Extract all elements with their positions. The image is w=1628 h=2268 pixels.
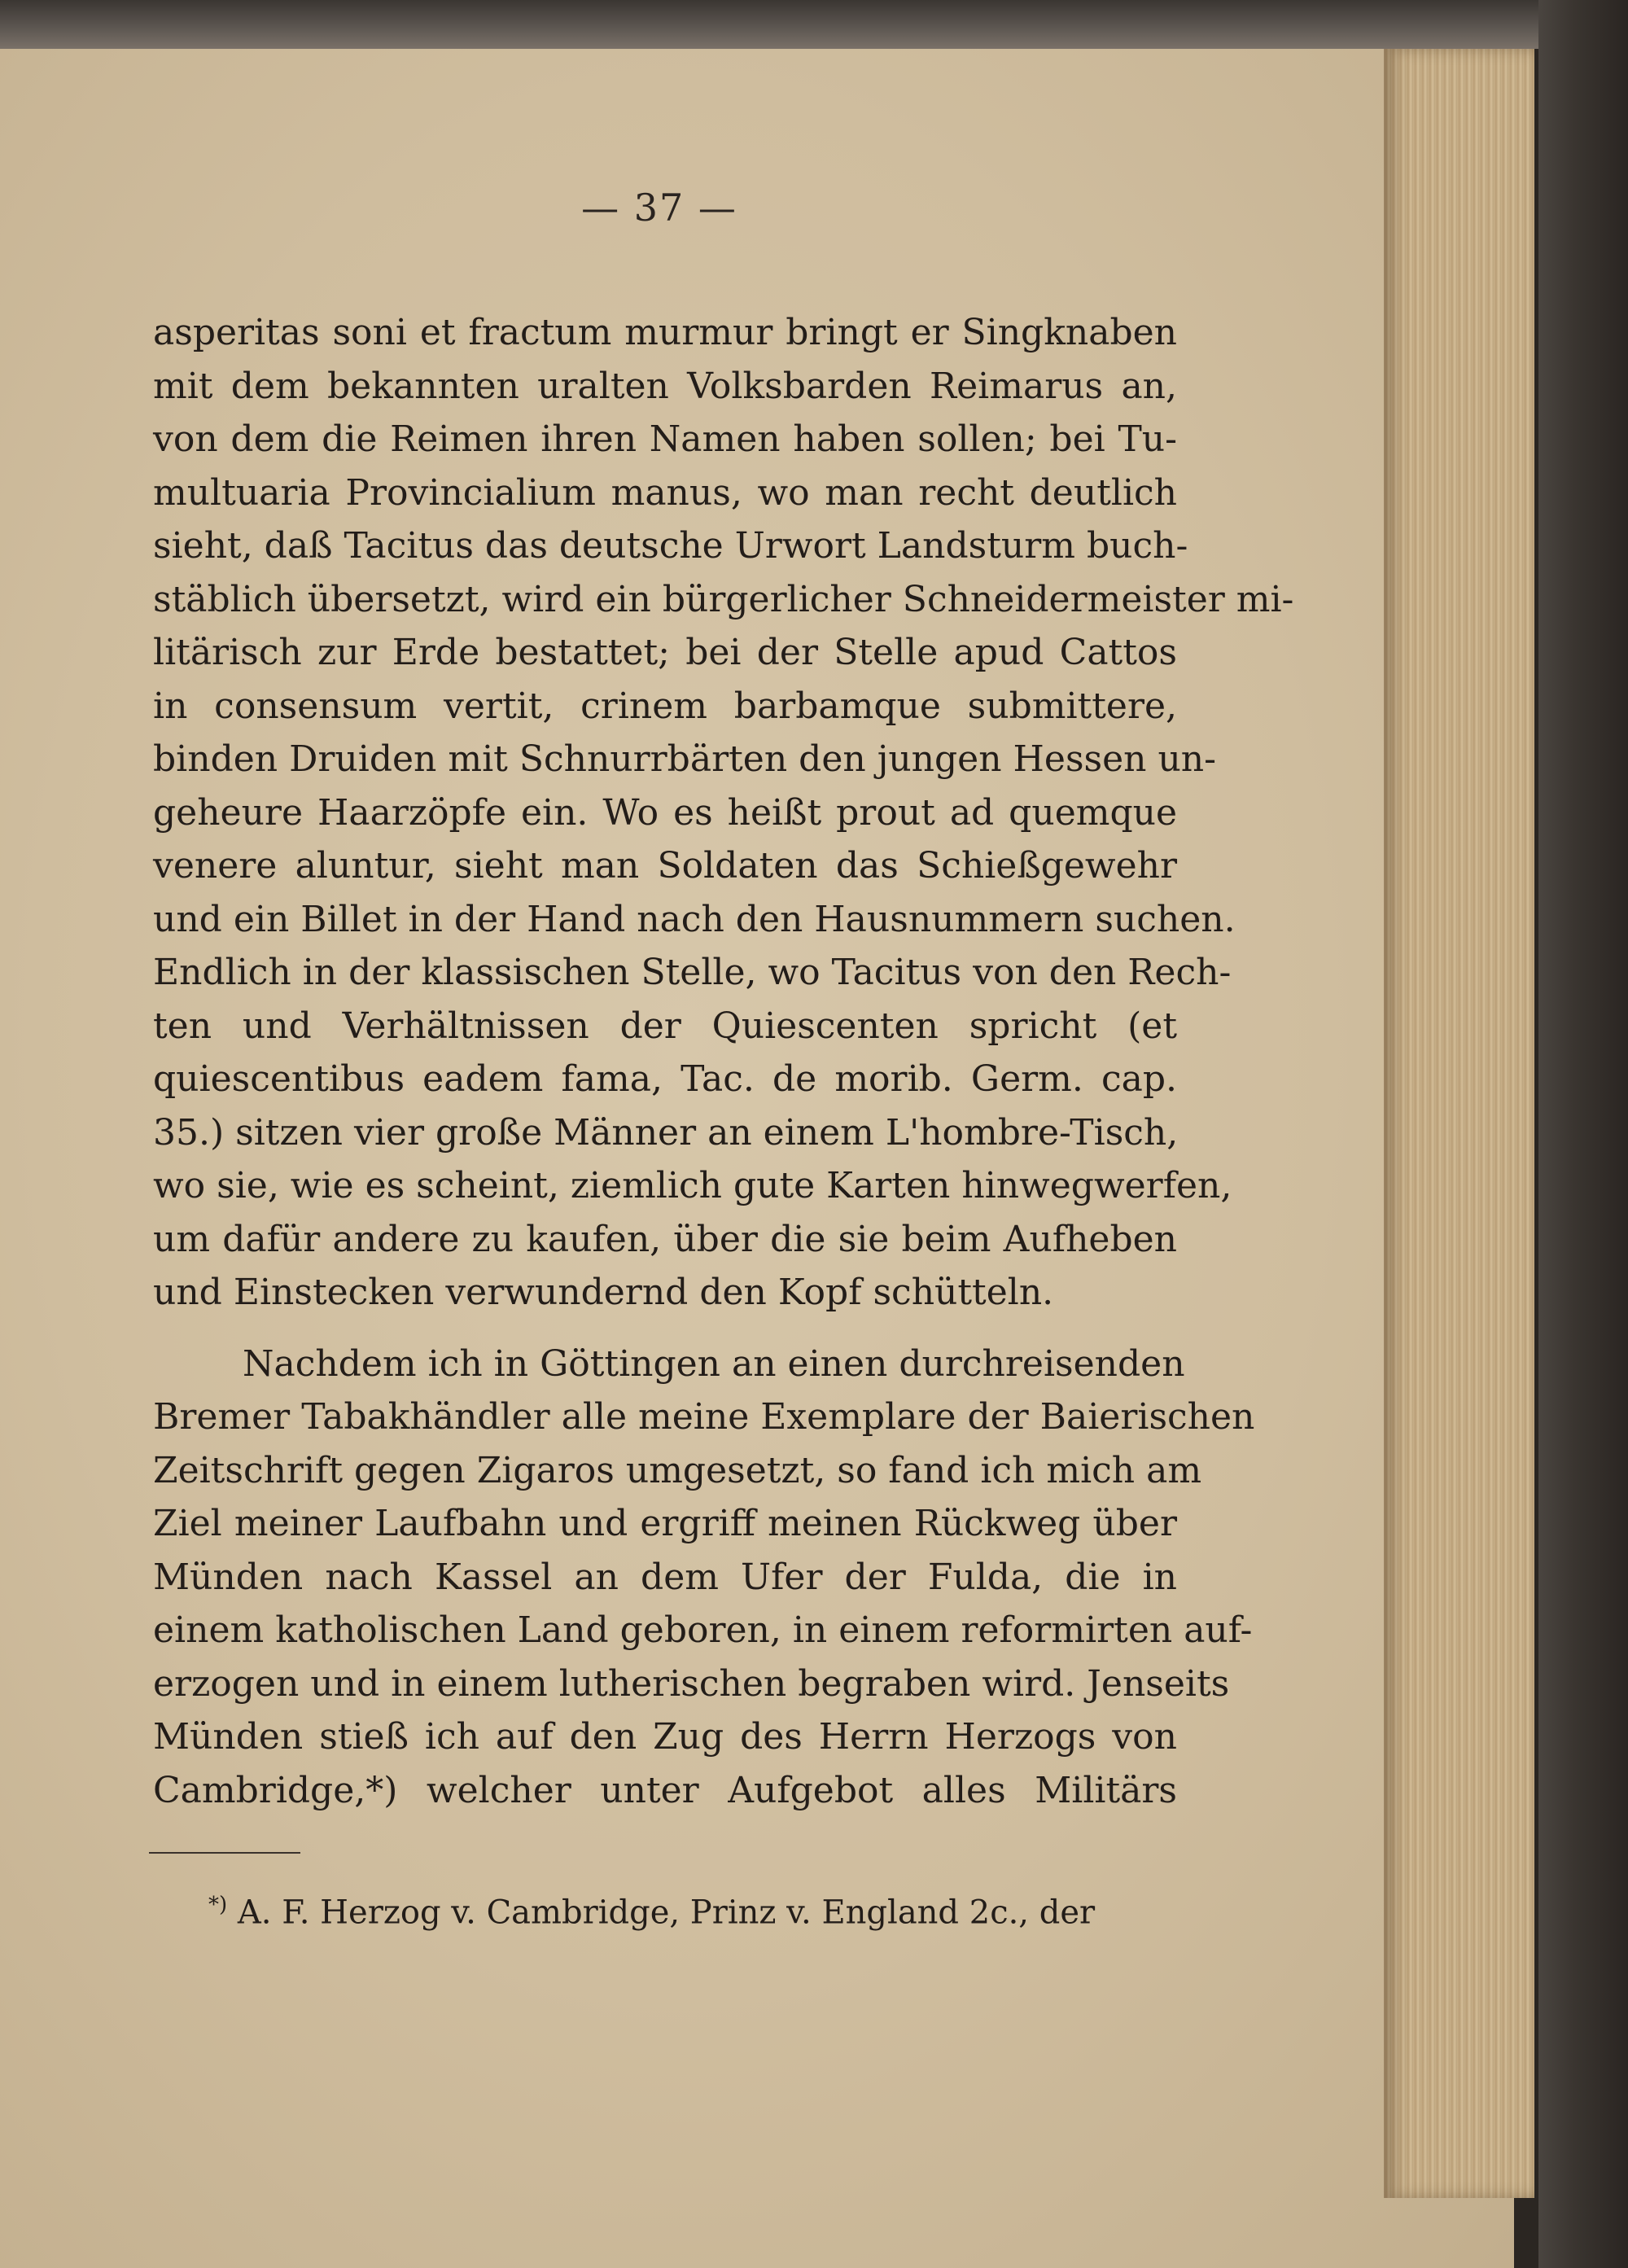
text-line: Cambridge,*) welcher unter Aufgebot alles Militärs bbox=[153, 1769, 1177, 1811]
text-line: wo sie, wie es scheint, ziemlich gute Karten hinwegwerfen, bbox=[153, 1165, 1232, 1206]
text-line: quiescentibus eadem fama, Tac. de morib. Germ. cap. bbox=[153, 1058, 1177, 1100]
text-line: einem katholischen Land geboren, in einem reformirten auf- bbox=[153, 1609, 1253, 1651]
text-line: ten und Verhältnissen der Quiescenten spricht (et bbox=[153, 1005, 1177, 1047]
text-line: binden Druiden mit Schnurrbärten den jungen Hessen un- bbox=[153, 738, 1217, 780]
body-text bbox=[153, 306, 1294, 1817]
text-line: sieht, daß Tacitus das deutsche Urwort Landsturm buch- bbox=[153, 525, 1188, 567]
footnote-rule bbox=[149, 1852, 300, 1854]
text-line: Ziel meiner Laufbahn und ergriff meinen Rückweg über bbox=[153, 1503, 1177, 1544]
text-line: Bremer Tabakhändler alle meine Exemplare der Baierischen bbox=[153, 1396, 1255, 1438]
text-line: litärisch zur Erde bestattet; bei der Stelle apud Cattos bbox=[153, 632, 1177, 673]
text-line: venere aluntur, sieht man Soldaten das Schießgewehr bbox=[153, 845, 1177, 887]
text-line: mit dem bekannten uralten Volksbarden Reimarus an, bbox=[153, 365, 1177, 407]
text-line: und Einstecken verwundernd den Kopf schütteln. bbox=[153, 1272, 1054, 1313]
text-line: multuaria Provincialium manus, wo man recht deutlich bbox=[153, 471, 1177, 514]
footnote-text: A. F. Herzog v. Cambridge, Prinz v. England 2c., der bbox=[237, 1894, 1096, 1932]
page-fore-edge bbox=[1384, 49, 1534, 2198]
text-line: und ein Billet in der Hand nach den Hausnummern suchen. bbox=[153, 898, 1236, 940]
paragraph-gap bbox=[153, 1320, 1177, 1338]
paragraph-2 bbox=[153, 1338, 1255, 1818]
text-line: Nachdem ich in Göttingen an einen durchreisenden bbox=[243, 1342, 1185, 1385]
text-line: geheure Haarzöpfe ein. Wo es heißt prout ad quemque bbox=[153, 791, 1177, 834]
text-line: Endlich in der klassischen Stelle, wo Tacitus von den Rech- bbox=[153, 952, 1232, 993]
text-line: in consensum vertit, crinem barbamque submittere, bbox=[153, 685, 1177, 727]
text-line: um dafür andere zu kaufen, über die sie beim Aufheben bbox=[153, 1218, 1177, 1260]
paragraph-1 bbox=[153, 306, 1294, 1320]
text-line: Zeitschrift gegen Zigaros umgesetzt, so fand ich mich am bbox=[153, 1449, 1202, 1491]
book-board-top bbox=[0, 0, 1628, 49]
text-line: Münden stieß ich auf den Zug des Herrn Herzogs von bbox=[153, 1716, 1177, 1758]
text-line: asperitas soni et fractum murmur bringt er Singknaben bbox=[153, 312, 1177, 353]
text-line: Münden nach Kassel an dem Ufer der Fulda, die in bbox=[153, 1556, 1177, 1598]
text-line: erzogen und in einem lutherischen begraben wird. Jenseits bbox=[153, 1662, 1230, 1705]
footnote-marker: *) bbox=[208, 1893, 228, 1917]
page-number: — 37 — bbox=[581, 186, 737, 230]
text-line: stäblich übersetzt, wird ein bürgerlicher Schneidermeister mi- bbox=[153, 578, 1294, 620]
text-line: 35.) sitzen vier große Männer an einem L'hombre-Tisch, bbox=[153, 1111, 1179, 1154]
text-line: von dem die Reimen ihren Namen haben sollen; bei Tu- bbox=[153, 418, 1177, 460]
footnote bbox=[208, 1881, 1161, 1937]
book-spine-cover bbox=[1538, 0, 1628, 2268]
